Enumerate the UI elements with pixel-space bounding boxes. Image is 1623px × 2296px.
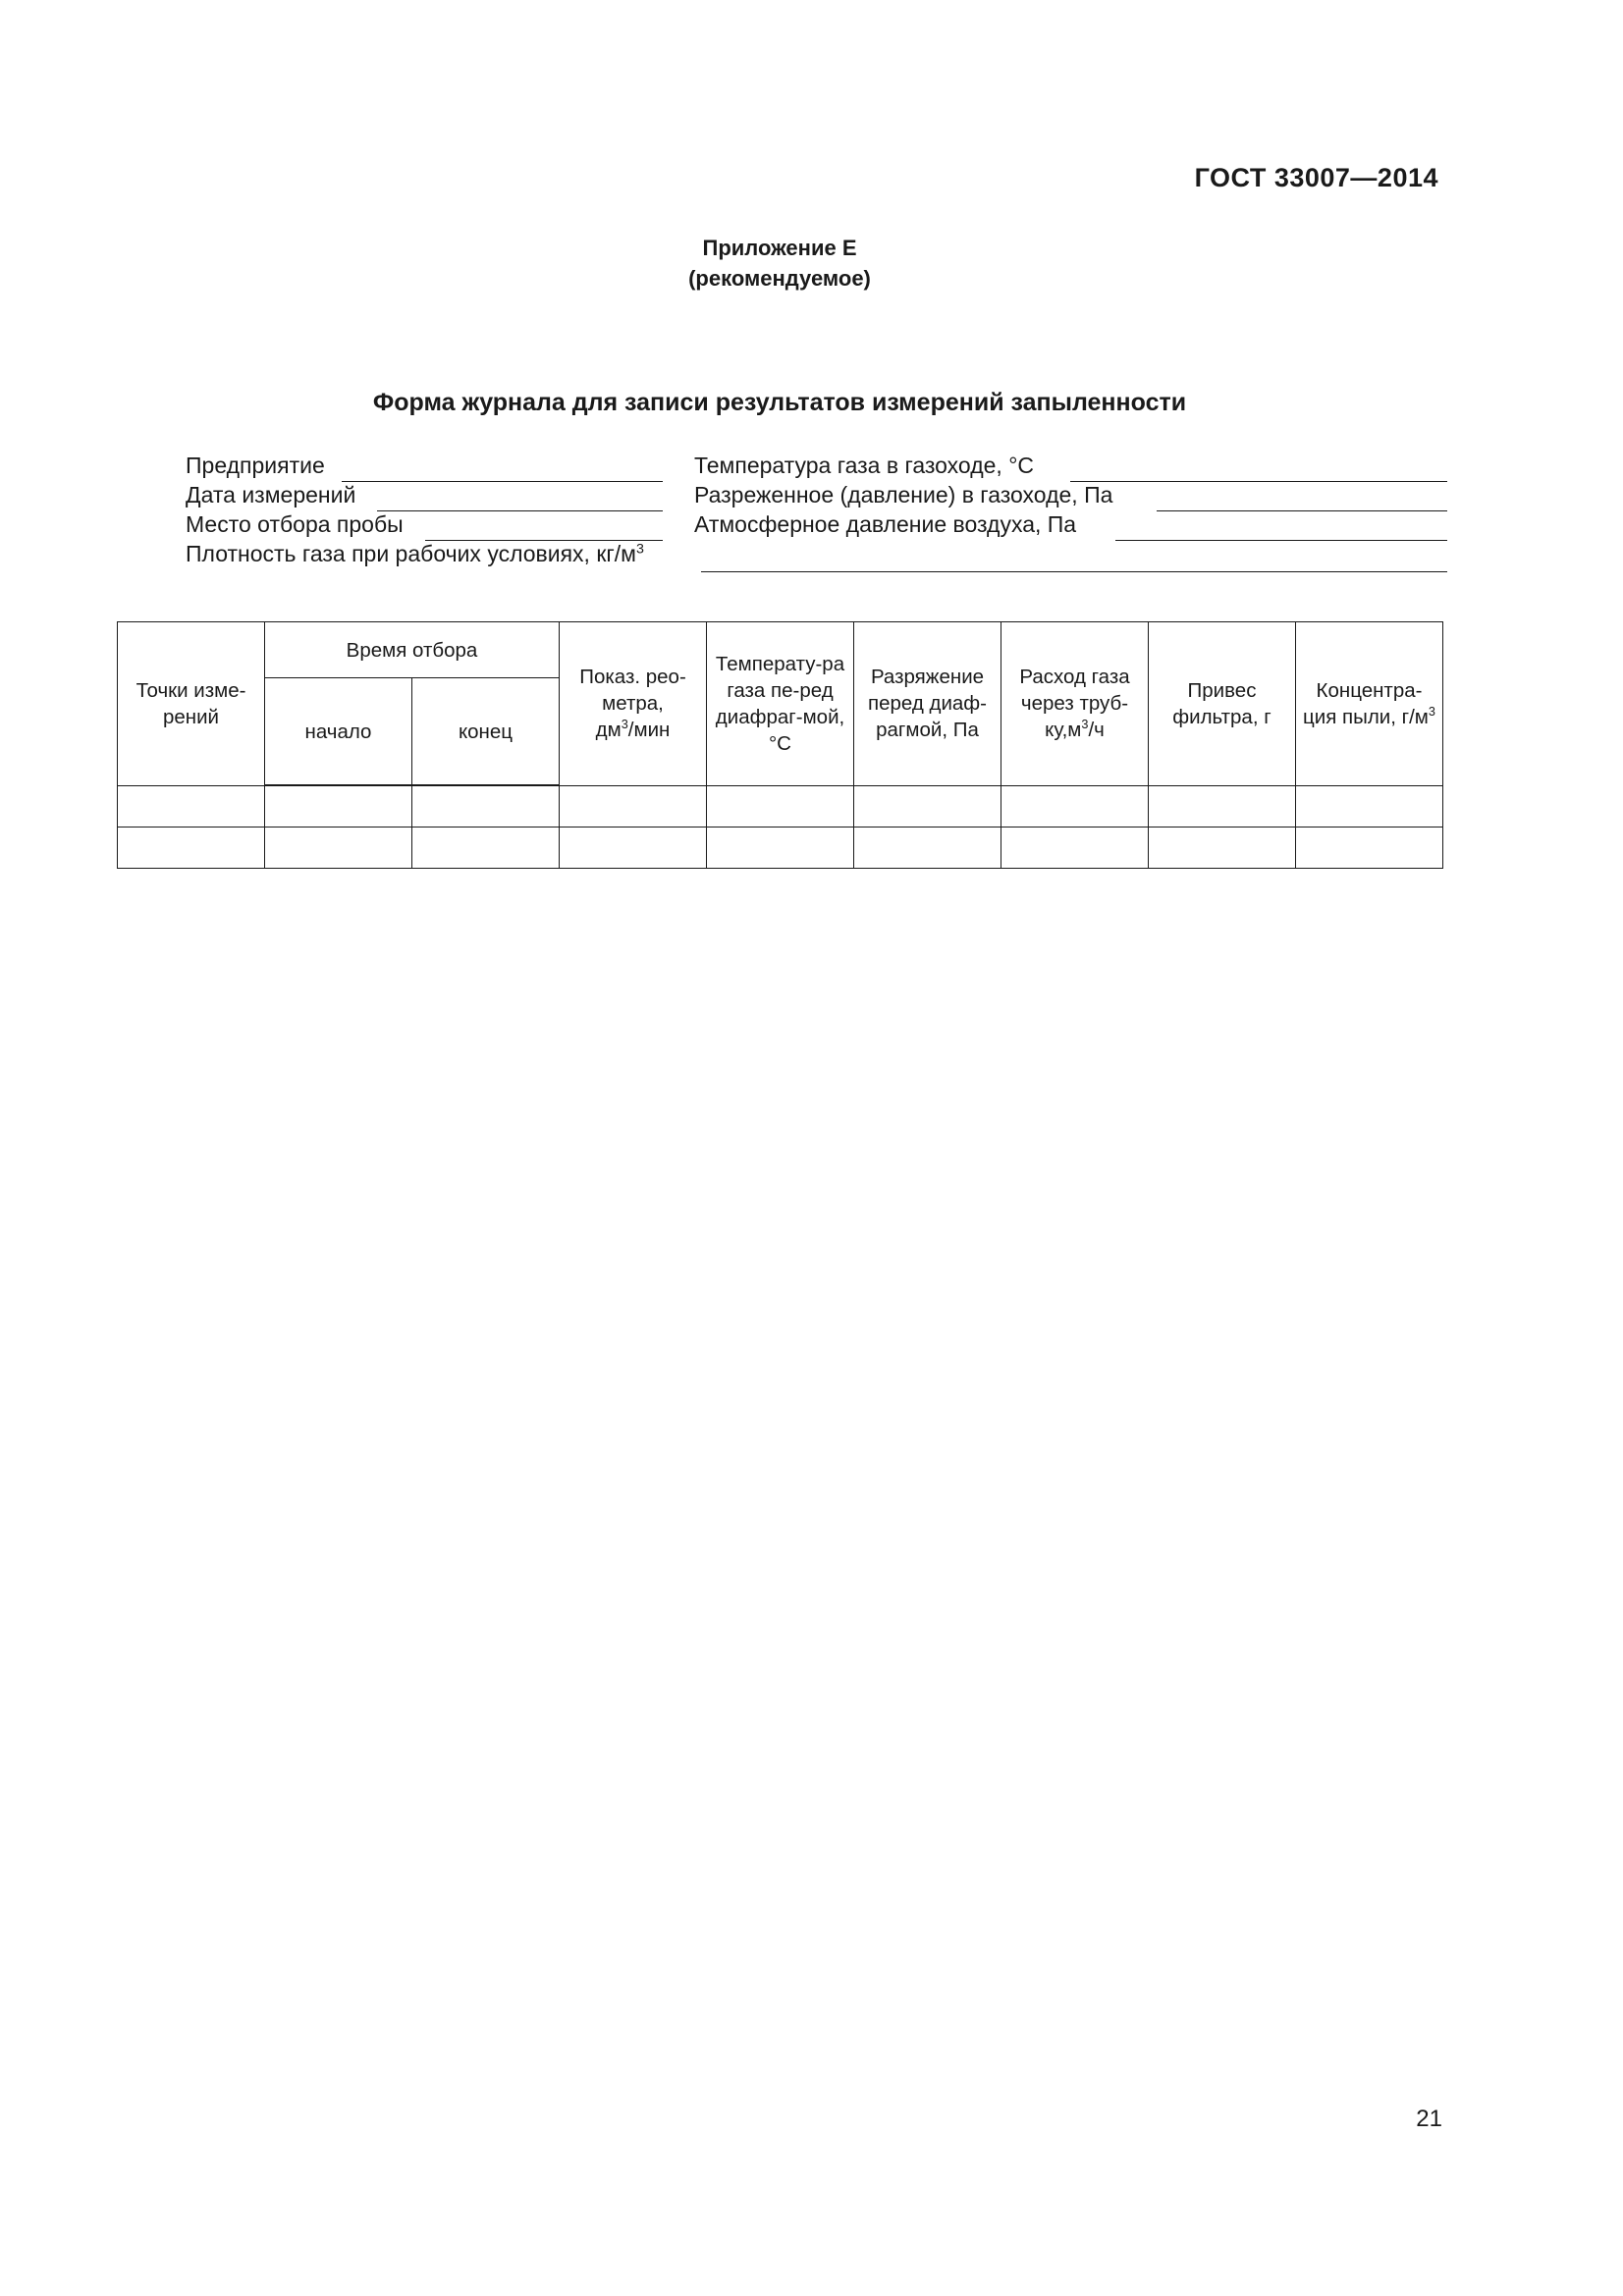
col-header-gas-flow: Расход газа через труб-$ку,м^3/ч$	[1001, 622, 1149, 786]
appendix-heading	[0, 233, 1559, 294]
field-gas-density-blank[interactable]	[701, 571, 1447, 572]
table-row	[118, 785, 1443, 828]
col-header-points: Точки изме-рений	[118, 622, 265, 786]
field-gas-density-label: Плотность газа при рабочих условиях, $кг/м^3$	[186, 541, 644, 566]
appendix-title: Приложение Е	[702, 236, 857, 260]
table-cell[interactable]	[560, 785, 707, 828]
table-cell[interactable]	[265, 785, 412, 828]
table-row	[118, 828, 1443, 869]
table-cell[interactable]	[854, 785, 1001, 828]
col-header-time-start: начало	[265, 678, 412, 786]
table-cell[interactable]	[1296, 785, 1443, 828]
field-sampling-site-label: Место отбора пробы	[186, 511, 404, 537]
field-gas-temperature-blank[interactable]	[1070, 481, 1447, 482]
form-title: Форма журнала для записи результатов измерений запыленности	[372, 389, 1187, 416]
table-cell[interactable]	[1001, 828, 1149, 869]
table-cell[interactable]	[118, 828, 265, 869]
table-cell[interactable]	[265, 828, 412, 869]
col-header-dust-concentration: Концентра-ция пыли, $г/м^3$	[1296, 622, 1443, 786]
field-rarefaction-blank[interactable]	[1157, 510, 1447, 511]
table-cell[interactable]	[412, 785, 560, 828]
col-header-gas-temperature: Температу-ра газа пе-ред диафраг-мой, °С	[707, 622, 854, 786]
table-cell[interactable]	[412, 828, 560, 869]
col-header-sampling-time: Время отбора	[265, 622, 560, 678]
appendix-status: (рекомендуемое)	[688, 266, 871, 291]
table-cell[interactable]	[1001, 785, 1149, 828]
table-cell[interactable]	[1296, 828, 1443, 869]
document-code: ГОСТ 33007—2014	[1194, 163, 1438, 192]
field-rarefaction-label: Разреженное (давление) в газоходе, Па	[694, 482, 1113, 507]
table-cell[interactable]	[560, 828, 707, 869]
col-header-filter-gain: Привес фильтра, г	[1149, 622, 1296, 786]
table-cell[interactable]	[854, 828, 1001, 869]
measurement-log-table	[117, 621, 1443, 869]
field-measurement-date-label: Дата измерений	[186, 482, 356, 507]
field-measurement-date-blank[interactable]	[377, 510, 663, 511]
field-enterprise-blank[interactable]	[342, 481, 663, 482]
page-number: 21	[1416, 2106, 1442, 2132]
col-header-time-end: конец	[412, 678, 560, 786]
col-header-rheometer: Показ. рео-метра, $дм^3$/мин	[560, 622, 707, 786]
field-enterprise-label: Предприятие	[186, 453, 325, 478]
table-cell[interactable]	[118, 785, 265, 828]
field-atmospheric-pressure-label: Атмосферное давление воздуха, Па	[694, 511, 1077, 537]
table-cell[interactable]	[707, 785, 854, 828]
table-cell[interactable]	[707, 828, 854, 869]
gas-density-superscript: 3	[636, 541, 644, 558]
field-atmospheric-pressure-blank[interactable]	[1115, 540, 1447, 541]
col-header-rarefaction: Разряжение перед диаф-рагмой, Па	[854, 622, 1001, 786]
field-gas-temperature-label: Температура газа в газоходе, °С	[694, 453, 1035, 478]
table-cell[interactable]	[1149, 828, 1296, 869]
table-cell[interactable]	[1149, 785, 1296, 828]
